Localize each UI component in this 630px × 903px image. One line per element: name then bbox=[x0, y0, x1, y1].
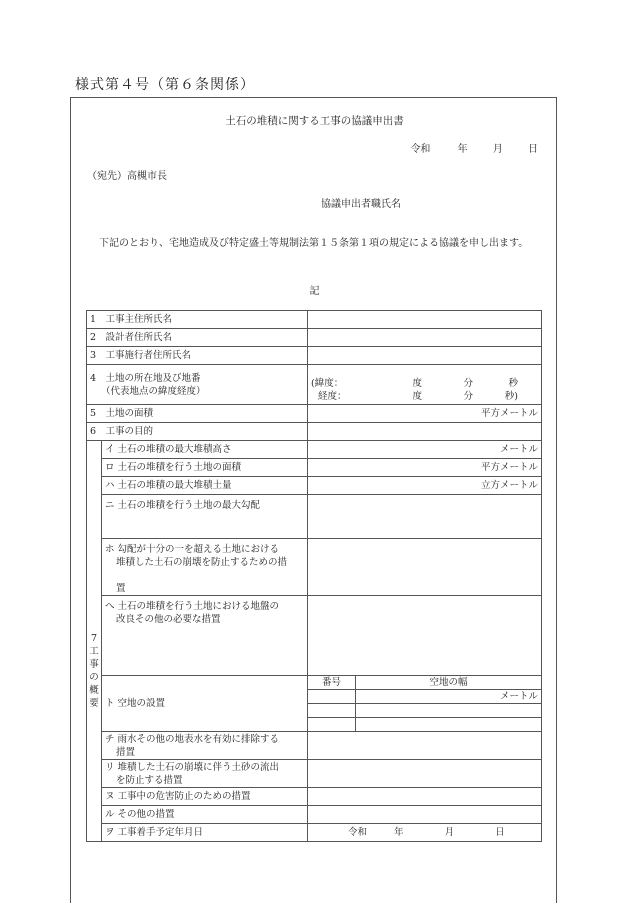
max-height-unit: メートル bbox=[499, 444, 538, 455]
open-space-number-3[interactable] bbox=[308, 718, 356, 732]
pile-area-label: ロ 土石の堆積を行う土地の面積 bbox=[102, 459, 308, 477]
latitude-degree: 度 bbox=[412, 377, 422, 389]
outflow-label bbox=[102, 760, 308, 788]
open-space-width-1[interactable] bbox=[356, 690, 542, 704]
overview-char-4: 概 bbox=[89, 685, 99, 696]
location-label bbox=[87, 365, 308, 405]
collapse-prevention-label bbox=[102, 539, 308, 596]
collapse-line3: 置 bbox=[116, 583, 126, 594]
purpose-field[interactable] bbox=[308, 423, 542, 441]
drainage-line2: 措置 bbox=[116, 746, 136, 758]
width-unit: メートル bbox=[499, 691, 538, 702]
area-unit: 平方メートル bbox=[480, 408, 538, 419]
latitude-row bbox=[311, 377, 538, 390]
start-era: 令和 bbox=[348, 827, 368, 838]
date-month: 月 bbox=[492, 144, 503, 155]
document-title: 土石の堆積に関する工事の協議申出書 bbox=[225, 115, 404, 127]
start-date-label: ヲ 工事着手予定年月日 bbox=[102, 824, 308, 842]
pile-area-field[interactable] bbox=[308, 459, 542, 477]
ground-line1: へ 土石の堆積を行う土地における地盤の bbox=[105, 601, 280, 612]
start-year: 年 bbox=[394, 827, 404, 838]
longitude-second: 秒) bbox=[504, 390, 518, 402]
applicant-label: 協議申出者職氏名 bbox=[321, 199, 401, 210]
latitude-label: (緯度： bbox=[311, 377, 344, 389]
outflow-line2: を防止する措置 bbox=[116, 774, 183, 786]
longitude-row bbox=[311, 390, 538, 403]
hazard-field[interactable] bbox=[308, 788, 542, 806]
outflow-field[interactable] bbox=[308, 760, 542, 788]
items-table bbox=[86, 310, 542, 842]
max-volume-label: ハ 土石の堆積の最大堆積土量 bbox=[102, 477, 308, 495]
overview-char-5: 要 bbox=[89, 698, 99, 709]
open-space-width-3[interactable] bbox=[356, 718, 542, 732]
other-label: ル その他の措置 bbox=[102, 806, 308, 824]
width-header: 空地の幅 bbox=[356, 676, 542, 690]
recipient: （宛先）高槻市長 bbox=[87, 171, 167, 182]
overview-label bbox=[87, 441, 102, 842]
max-slope-label: ニ 土石の堆積を行う土地の最大勾配 bbox=[102, 495, 308, 539]
ground-improvement-field[interactable] bbox=[308, 596, 542, 676]
start-day: 日 bbox=[495, 827, 505, 838]
overview-char-0: 7 bbox=[90, 633, 98, 644]
max-volume-unit: 立方メートル bbox=[480, 480, 538, 491]
longitude-minute: 分 bbox=[463, 390, 473, 402]
drainage-line1: チ 雨水その他の地表水を有効に排除する bbox=[105, 733, 280, 745]
date-day: 日 bbox=[528, 144, 538, 155]
start-month: 月 bbox=[444, 827, 455, 838]
drainage-label bbox=[102, 732, 308, 760]
contractor-label: 3 工事施行者住所氏名 bbox=[87, 347, 308, 365]
start-date-field[interactable] bbox=[308, 824, 542, 842]
latitude-second: 秒 bbox=[508, 377, 518, 389]
overview-char-3: の bbox=[89, 672, 99, 683]
number-header: 番号 bbox=[308, 676, 356, 690]
ki-heading: 記 bbox=[309, 286, 320, 297]
owner-field[interactable] bbox=[308, 311, 542, 329]
latitude-minute: 分 bbox=[463, 377, 473, 389]
ground-improvement-label bbox=[102, 596, 308, 676]
pile-area-unit: 平方メートル bbox=[480, 462, 538, 473]
collapse-prevention-field[interactable] bbox=[308, 539, 542, 596]
date-row bbox=[400, 140, 538, 155]
drainage-field[interactable] bbox=[308, 732, 542, 760]
collapse-line1: ホ 勾配が十分の一を超える土地における bbox=[105, 544, 280, 555]
longitude-label: 経度： bbox=[318, 390, 347, 402]
purpose-label: 6 工事の目的 bbox=[87, 423, 308, 441]
location-coords-field[interactable] bbox=[308, 365, 542, 405]
collapse-line2: 堆積した土石の崩壊を防止するための措 bbox=[116, 557, 288, 568]
longitude-degree: 度 bbox=[412, 390, 422, 402]
open-space-number-2[interactable] bbox=[308, 704, 356, 718]
outflow-line1: リ 堆積した土石の崩壊に伴う土砂の流出 bbox=[105, 761, 280, 773]
area-label: 5 土地の面積 bbox=[87, 405, 308, 423]
contractor-field[interactable] bbox=[308, 347, 542, 365]
hazard-label: ヌ 工事中の危害防止のための措置 bbox=[102, 788, 308, 806]
open-space-label: ト 空地の設置 bbox=[102, 676, 308, 732]
date-era: 令和 bbox=[410, 144, 431, 155]
open-space-number-1[interactable] bbox=[308, 690, 356, 704]
designer-field[interactable] bbox=[308, 329, 542, 347]
max-height-label: イ 土石の堆積の最大堆積高さ bbox=[102, 441, 308, 459]
owner-label: 1 工事主住所氏名 bbox=[87, 311, 308, 329]
other-field[interactable] bbox=[308, 806, 542, 824]
designer-label: 2 設計者住所氏名 bbox=[87, 329, 308, 347]
form-frame bbox=[70, 97, 557, 903]
max-slope-field[interactable] bbox=[308, 495, 542, 539]
statement: 下記のとおり、宅地造成及び特定盛土等規制法第１５条第１項の規定による協議を申し出ます。 bbox=[99, 238, 529, 249]
location-label-line1: 4 土地の所在地及び地番 bbox=[90, 372, 201, 384]
date-year: 年 bbox=[457, 144, 468, 155]
location-label-line2: （代表地点の緯度経度） bbox=[101, 385, 206, 397]
max-volume-field[interactable] bbox=[308, 477, 542, 495]
open-space-width-2[interactable] bbox=[356, 704, 542, 718]
ground-line2: 改良その他の必要な措置 bbox=[116, 614, 221, 625]
max-height-field[interactable] bbox=[308, 441, 542, 459]
overview-char-2: 事 bbox=[89, 659, 99, 670]
overview-char-1: 工 bbox=[89, 646, 99, 657]
area-field[interactable] bbox=[308, 405, 542, 423]
form-number: 様式第４号（第６条関係） bbox=[75, 77, 255, 93]
